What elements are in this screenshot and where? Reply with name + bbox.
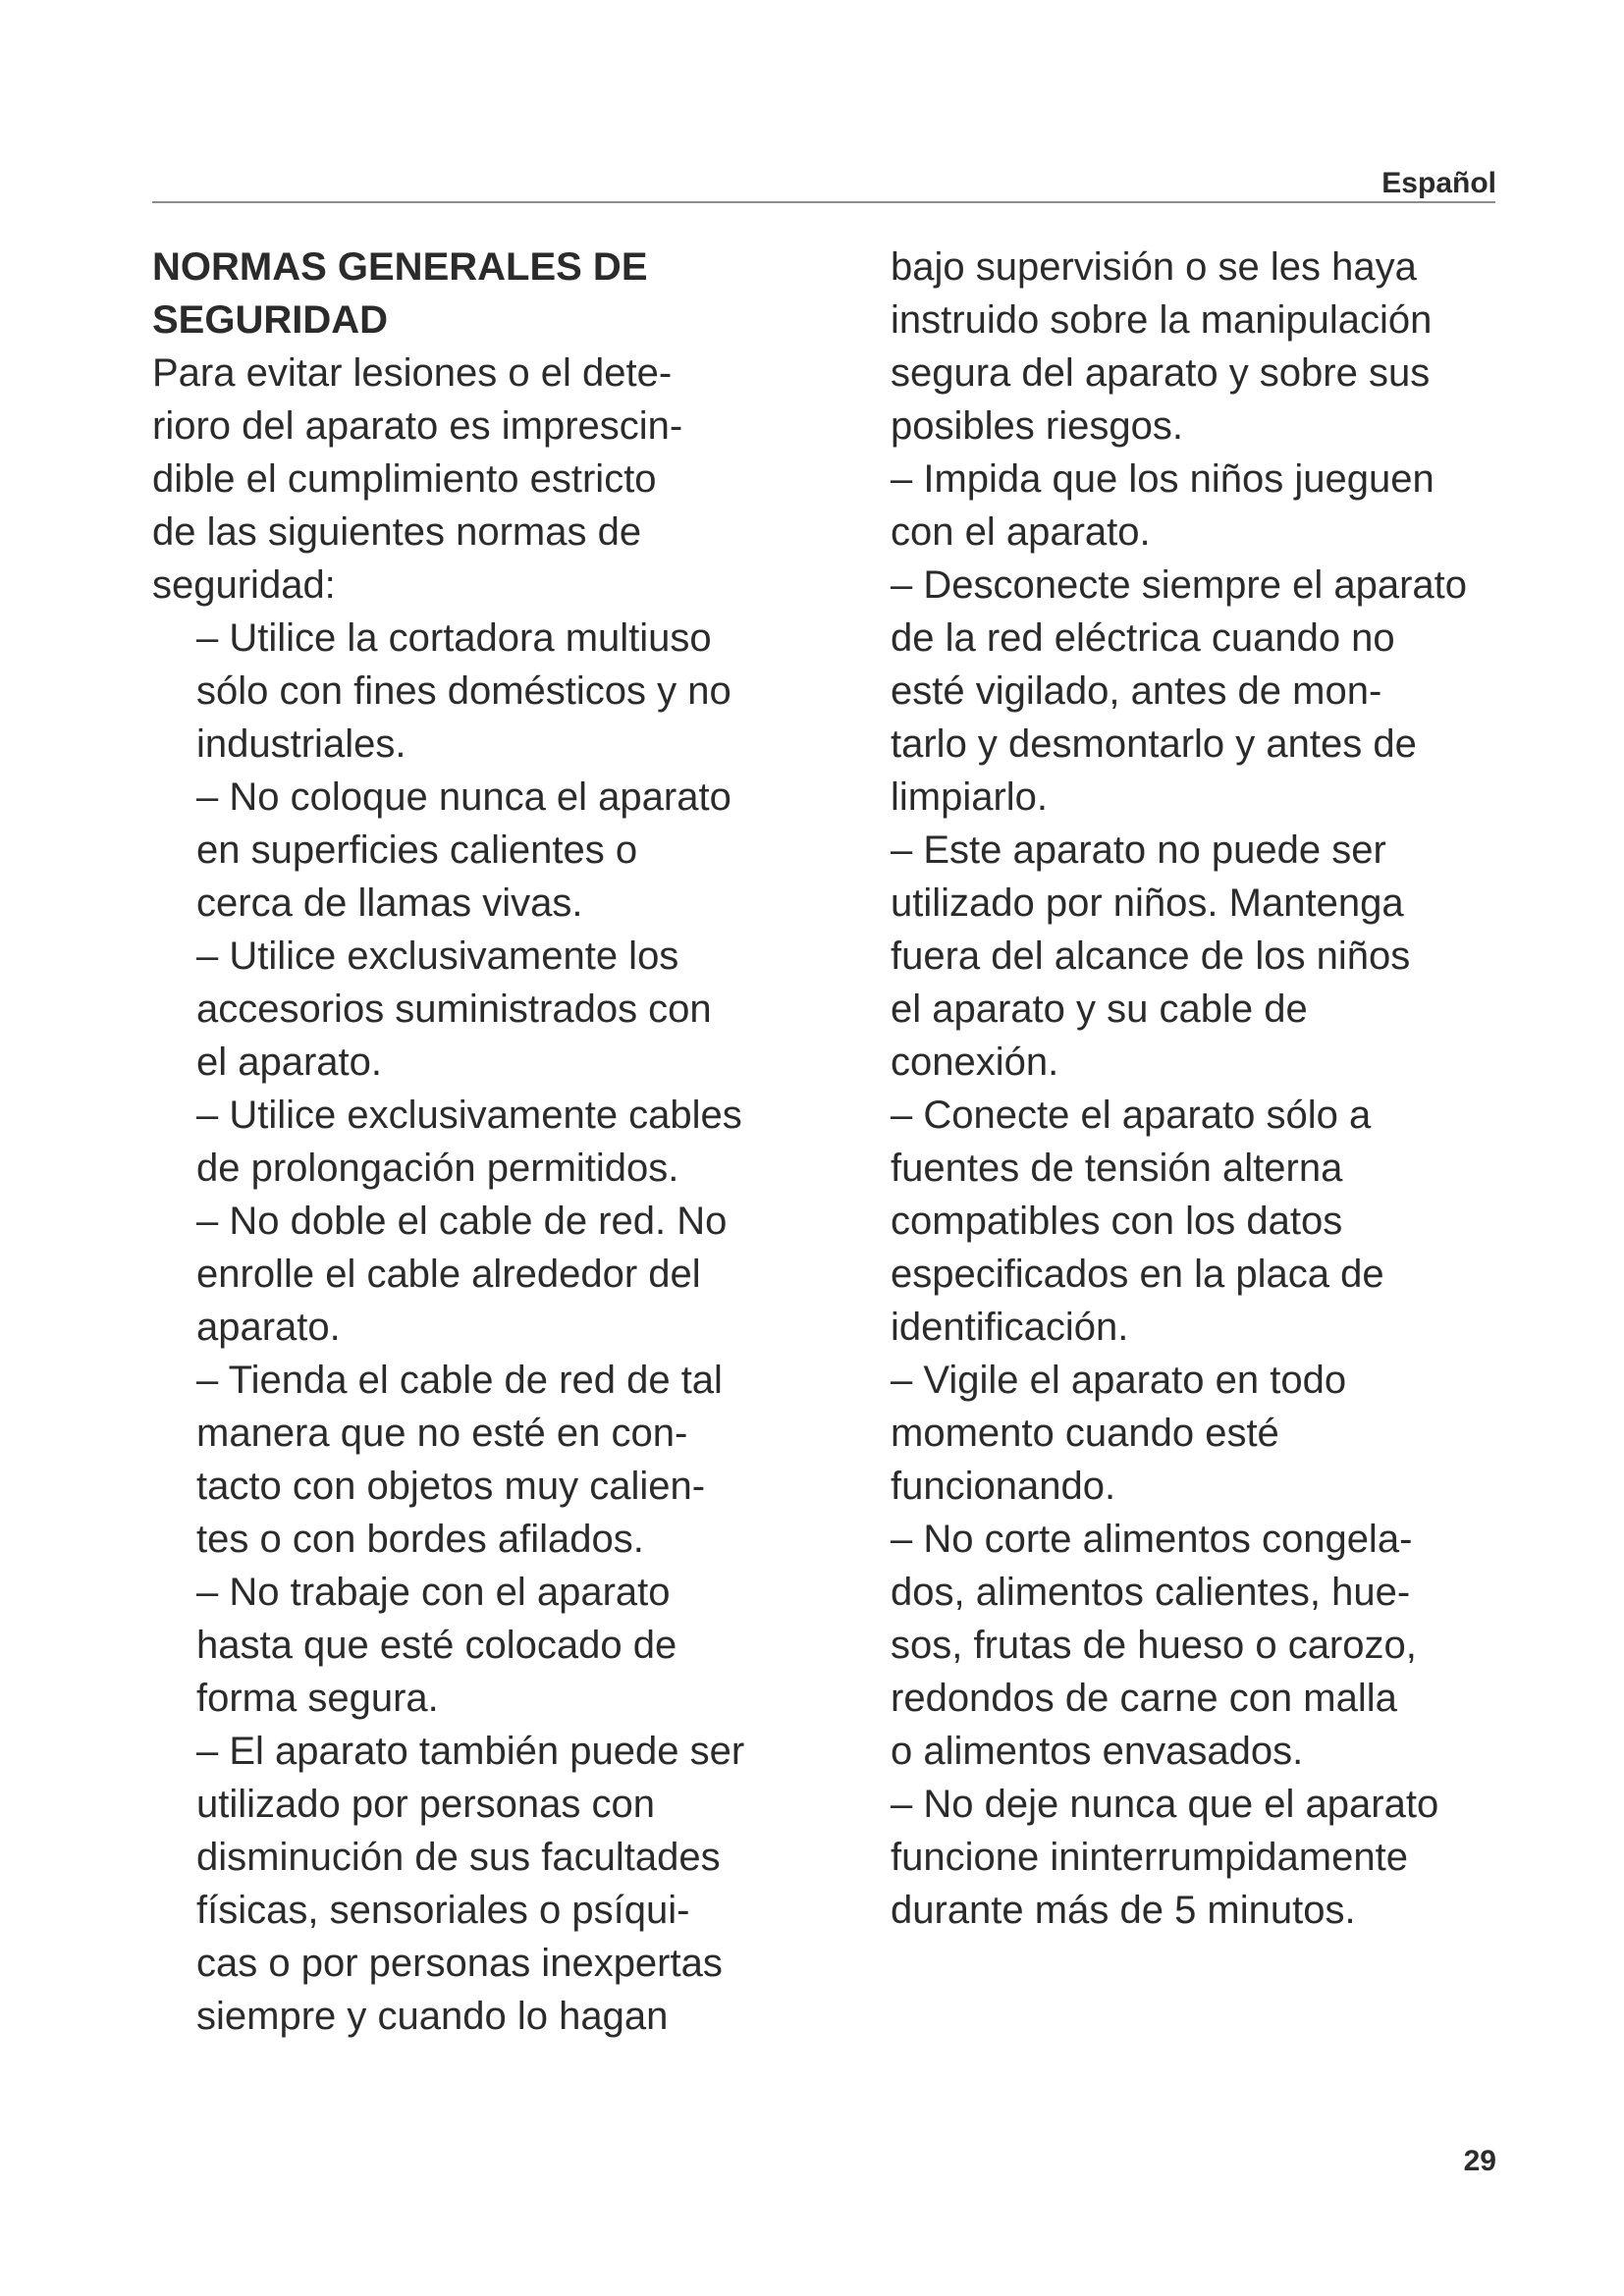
- safety-rule-line: limpiarlo.: [891, 775, 1049, 819]
- safety-rule-line: – Tienda el cable de red de tal: [196, 1359, 723, 1402]
- safety-rule-line: en superficies calientes o: [196, 828, 638, 872]
- safety-rule-line: fuentes de tensión alterna: [891, 1147, 1343, 1190]
- safety-rule-item: [891, 559, 1539, 824]
- safety-rule-line: – Conecte el aparato sólo a: [891, 1094, 1372, 1137]
- safety-rule-line: – Desconecte siempre el aparato: [891, 563, 1467, 607]
- safety-rule-item: [196, 1354, 820, 1566]
- continuation-paragraph: [891, 240, 1539, 453]
- intro-line: Para evitar lesiones o el dete-: [152, 351, 673, 395]
- safety-rule-line: conexión.: [891, 1041, 1059, 1084]
- safety-rule-line: – Impida que los niños jueguen: [891, 457, 1435, 501]
- safety-rule-line: disminución de sus facultades: [196, 1836, 721, 1879]
- safety-rule-line: momento cuando esté: [891, 1412, 1279, 1455]
- safety-rule-line: – No trabaje con el aparato: [196, 1571, 671, 1614]
- safety-rule-line: esté vigilado, antes de mon-: [891, 669, 1382, 713]
- safety-rule-item: [891, 824, 1539, 1089]
- safety-rule-item: [891, 1354, 1539, 1513]
- safety-rule-line: sos, frutas de hueso o carozo,: [891, 1624, 1417, 1667]
- safety-rule-line: – Utilice exclusivamente los: [196, 934, 679, 978]
- safety-rule-line: – No deje nunca que el aparato: [891, 1783, 1439, 1826]
- safety-rule-line: utilizado por niños. Mantenga: [891, 881, 1404, 925]
- intro-line: de las siguientes normas de: [152, 510, 642, 554]
- safety-rule-line: cas o por personas inexpertas: [196, 1942, 723, 1985]
- header-divider: [152, 201, 1495, 203]
- safety-rule-item: [196, 1089, 820, 1195]
- continuation-line: segura del aparato y sobre sus: [891, 351, 1431, 395]
- safety-rule-item: [196, 612, 820, 771]
- intro-line: dible el cumplimiento estricto: [152, 457, 657, 501]
- safety-rule-line: dos, alimentos calientes, hue-: [891, 1571, 1411, 1614]
- safety-rule-item: [891, 1513, 1539, 1778]
- safety-rule-line: – Vigile el aparato en todo: [891, 1359, 1347, 1402]
- safety-rule-line: aparato.: [196, 1306, 341, 1349]
- safety-rule-line: – No corte alimentos congela-: [891, 1518, 1413, 1561]
- safety-rule-line: – Este aparato no puede ser: [891, 828, 1386, 872]
- safety-rule-item: [891, 1089, 1539, 1354]
- left-column: [152, 240, 820, 2043]
- safety-rule-line: – Utilice exclusivamente cables: [196, 1094, 742, 1137]
- safety-rule-line: durante más de 5 minutos.: [891, 1889, 1356, 1932]
- intro-paragraph: [152, 347, 820, 612]
- safety-rule-line: enrolle el cable alrededor del: [196, 1253, 701, 1296]
- safety-rule-item: [891, 1778, 1539, 1937]
- safety-rule-line: cerca de llamas vivas.: [196, 881, 583, 925]
- continuation-line: instruido sobre la manipulación: [891, 298, 1433, 342]
- safety-rule-line: el aparato.: [196, 1041, 383, 1084]
- section-title: [152, 240, 820, 347]
- safety-rule-line: funcionando.: [891, 1465, 1116, 1508]
- safety-rule-line: sólo con fines domésticos y no: [196, 669, 731, 713]
- safety-rule-line: tacto con objetos muy calien-: [196, 1465, 706, 1508]
- safety-rule-line: forma segura.: [196, 1677, 439, 1720]
- safety-rule-line: de la red eléctrica cuando no: [891, 616, 1395, 660]
- section-title-line: SEGURIDAD: [152, 298, 389, 342]
- safety-rule-line: tes o con bordes afilados.: [196, 1518, 644, 1561]
- safety-rule-line: – El aparato también puede ser: [196, 1730, 745, 1773]
- safety-rule-line: o alimentos envasados.: [891, 1730, 1304, 1773]
- section-title-line: NORMAS GENERALES DE: [152, 245, 648, 289]
- intro-line: seguridad:: [152, 563, 336, 607]
- intro-line: rioro del aparato es imprescin-: [152, 404, 683, 448]
- safety-rule-line: de prolongación permitidos.: [196, 1147, 679, 1190]
- safety-rule-item: [196, 1195, 820, 1354]
- safety-rule-item: [891, 453, 1539, 559]
- page-number: 29: [1463, 2145, 1496, 2177]
- safety-rule-line: compatibles con los datos: [891, 1200, 1343, 1243]
- safety-rule-line: con el aparato.: [891, 510, 1151, 554]
- safety-rule-line: identificación.: [891, 1306, 1129, 1349]
- safety-rule-line: fuera del alcance de los niños: [891, 934, 1411, 978]
- safety-rule-line: – No coloque nunca el aparato: [196, 775, 731, 819]
- safety-rule-line: redondos de carne con malla: [891, 1677, 1397, 1720]
- safety-rule-line: accesorios suministrados con: [196, 988, 712, 1031]
- safety-rule-line: utilizado por personas con: [196, 1783, 655, 1826]
- safety-rule-item: [196, 771, 820, 930]
- safety-rule-line: el aparato y su cable de: [891, 988, 1308, 1031]
- safety-rule-item: [196, 1725, 820, 2043]
- safety-rule-line: siempre y cuando lo hagan: [196, 1995, 669, 2038]
- safety-rule-line: industriales.: [196, 722, 406, 766]
- safety-rule-line: físicas, sensoriales o psíqui-: [196, 1889, 690, 1932]
- continuation-line: posibles riesgos.: [891, 404, 1183, 448]
- safety-rules-list: [152, 612, 820, 2043]
- safety-rule-line: – Utilice la cortadora multiuso: [196, 616, 712, 660]
- header-language: Español: [1381, 167, 1496, 199]
- safety-rule-line: hasta que esté colocado de: [196, 1624, 677, 1667]
- right-column: [891, 240, 1539, 1937]
- safety-rule-item: [196, 930, 820, 1089]
- safety-rule-line: especificados en la placa de: [891, 1253, 1384, 1296]
- continuation-line: bajo supervisión o se les haya: [891, 245, 1417, 289]
- safety-rule-line: – No doble el cable de red. No: [196, 1200, 728, 1243]
- safety-rules-list: [891, 453, 1539, 1937]
- safety-rule-line: tarlo y desmontarlo y antes de: [891, 722, 1417, 766]
- safety-rule-item: [196, 1566, 820, 1725]
- safety-rule-line: funcione ininterrumpidamente: [891, 1836, 1408, 1879]
- safety-rule-line: manera que no esté en con-: [196, 1412, 688, 1455]
